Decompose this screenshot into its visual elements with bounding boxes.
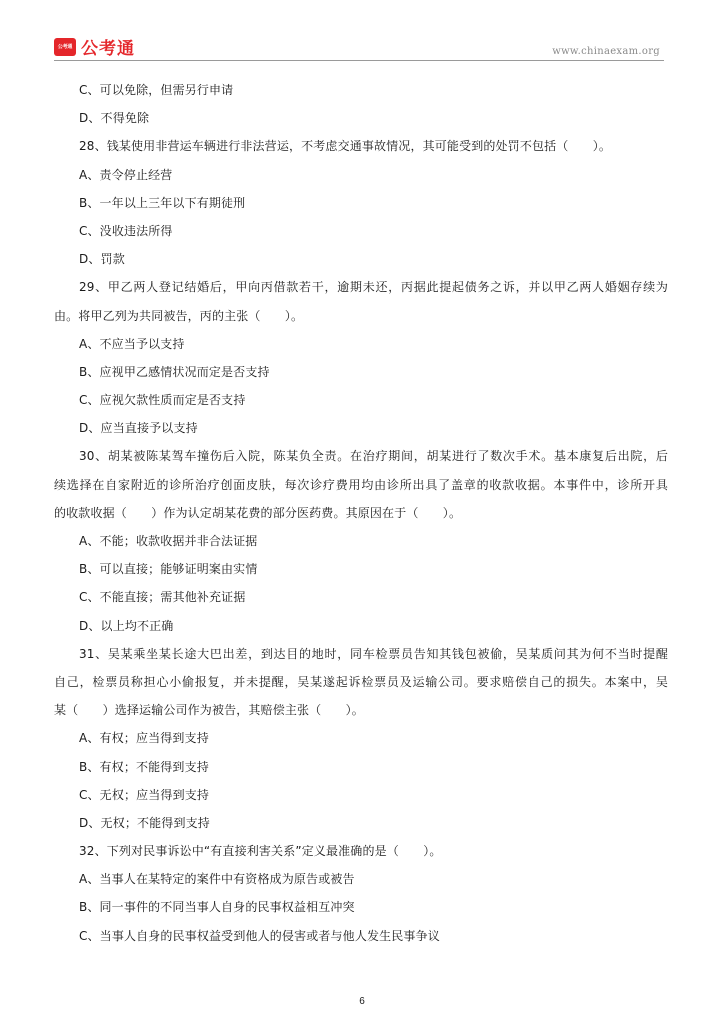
text-line: C、可以免除，但需另行申请 [79,83,234,97]
text-line: A、不能；收款收据并非合法证据 [79,534,258,548]
text-line: A、不应当予以支持 [79,336,185,351]
text-line: 由。将甲乙列为共同被告，丙的主张（ ）。 [54,308,304,323]
page-number: 6 [359,996,365,1007]
site-logo[interactable] [54,34,135,59]
text-line: C、没收违法所得 [79,223,173,238]
text-line: 自己，检票员称担心小偷报复，并未提醒，吴某遂起诉检票员及运输公司。要求赔偿自己的损失。本案中，吴 [54,674,668,689]
site-url[interactable]: www.chinaexam.org [552,46,660,57]
text-line: A、当事人在某特定的案件中有资格成为原告或被告 [79,872,355,887]
text-line: D、无权；不能得到支持 [79,815,210,830]
text-line: A、责令停止经营 [79,167,173,182]
text-line: D、应当直接予以支持 [79,421,198,436]
text-line: 31、吴某乘坐某长途大巴出差，到达目的地时，同车检票员告知其钱包被偷，吴某质问其为何不当时提醒 [79,646,668,661]
text-line: B、同一事件的不同当事人自身的民事权益相互冲突 [79,900,355,915]
text-line: 续选择在自家附近的诊所治疗创面皮肤，每次诊疗费用均由诊所出具了盖章的收款收据。本事件中，诊所开具 [54,477,668,492]
text-line: B、应视甲乙感情状况而定是否支持 [79,364,270,379]
text-line: 某（ ）选择运输公司作为被告，其赔偿主张（ ）。 [54,703,364,718]
page-header [54,34,664,60]
text-line: C、无权；应当得到支持 [79,787,210,802]
text-line: C、当事人自身的民事权益受到他人的侵害或者与他人发生民事争议 [79,928,440,943]
text-line: D、罚款 [79,252,125,267]
text-line: D、以上均不正确 [79,618,174,633]
text-line: C、应视欠款性质而定是否支持 [79,393,246,408]
text-line: B、可以直接；能够证明案由实情 [79,562,258,577]
text-line: B、一年以上三年以下有期徒刑 [79,195,246,210]
text-line: 29、甲乙两人登记结婚后，甲向丙借款若干，逾期未还，丙据此提起债务之诉，并以甲乙两人婚姻存续为 [79,280,668,295]
text-line: 32、下列对民事诉讼中“有直接利害关系”定义最准确的是（ ）。 [79,844,442,859]
text-line: 28、钱某使用非营运车辆进行非法营运，不考虑交通事故情况，其可能受到的处罚不包括（ ）。 [79,139,612,154]
document-body [54,76,668,950]
text-line: C、不能直接；需其他补充证据 [79,590,246,605]
text-line: 30、胡某被陈某驾车撞伤后入院，陈某负全责。在治疗期间，胡某进行了数次手术。基本康复后出院，后 [79,449,668,464]
text-line: B、有权；不能得到支持 [79,759,209,774]
header-divider [54,60,664,61]
text-line: A、有权；应当得到支持 [79,731,209,746]
logo-text: 公考通 [81,39,135,59]
text-line: D、不得免除 [79,111,150,126]
text-line: 的收款收据（ ）作为认定胡某花费的部分医药费。其原因在于（ ）。 [54,505,462,520]
logo-badge-icon: 公考通 [54,38,76,56]
